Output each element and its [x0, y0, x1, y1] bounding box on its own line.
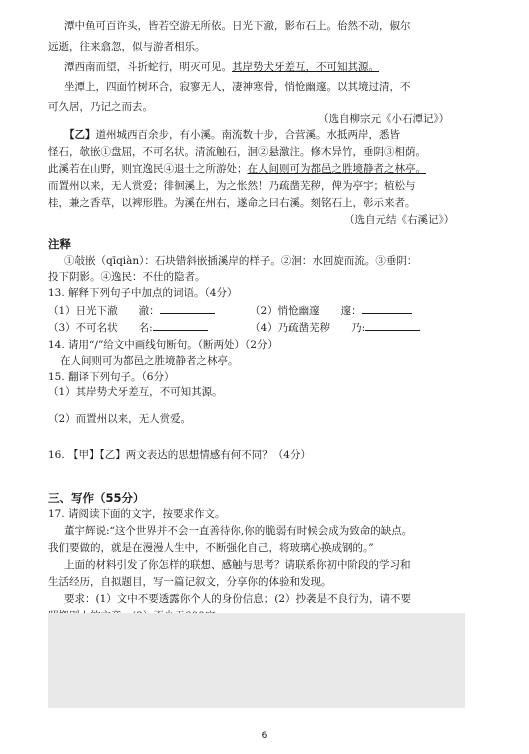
q13-item-1: [48, 303, 215, 318]
writing-prompt-line-1: 上面的材料引发了你怎样的联想、感触与思考？请联系你初中阶段的学习和: [64, 559, 411, 571]
passage-a-line-1: 潭中鱼可百许头，皆若空游无所依。日光下澈，影布石上。佁然不动，俶尔: [64, 20, 411, 32]
q14-sentence: 在人间则可为都邑之胜境静者之林亭。: [60, 355, 239, 367]
passage-b-line-5: 桂，兼之香草，以裨形胜。为溪在州右，遂命之曰右溪。刻铭石上，彰示来者。: [48, 197, 416, 209]
q17-prompt: 17. 请阅读下面的文字，按要求作文。: [48, 508, 226, 520]
passage-b-text: 此溪若在山野，则宜逸民④退士之所游处；: [48, 163, 248, 175]
answer-blank[interactable]: [160, 303, 215, 314]
passage-b-text: 道州城西百余步，有小溪。南流数十步，合营溪。水抵两岸，悉皆: [95, 129, 400, 141]
underlined-sentence-a: 其岸势犬牙差互，不可知其源。: [232, 61, 379, 73]
answer-blank[interactable]: [153, 320, 208, 331]
q13-item-label: （2）悄怆幽邃 邃：: [250, 305, 362, 317]
writing-section-title: 三、写作（55分）: [48, 491, 145, 505]
passage-b-source: （选自元结《右溪记》）: [344, 214, 455, 226]
answer-blank[interactable]: [362, 303, 412, 314]
passage-a-source: （选自柳宗元《小石潭记》）: [318, 113, 450, 125]
q15-prompt: 15. 翻译下列句子。（6分）: [48, 371, 175, 383]
q13-item-4: [250, 320, 420, 335]
passage-b-line-2: 怪石，欹嵌①盘屈，不可名状。清流触石，洄②悬激注。修木异竹，垂阴③相荫。: [48, 146, 426, 158]
writing-prompt-line-2: 生活经历，自拟题目，写一篇记叙文，分享你的体验和发现。: [48, 576, 332, 588]
passage-b-line-4: 而置州以来，无人赏爱；徘徊溪上，为之怅然！乃疏凿芜秽，俾为亭宇；植松与: [48, 180, 416, 192]
passage-a-line-3: [64, 60, 379, 74]
writing-quote-line-2: 我们要做的，就是在漫漫人生中，不断强化自己，将玻璃心换成钢的。”: [48, 542, 374, 554]
answer-blank[interactable]: [365, 320, 420, 331]
passage-b-line-3: [48, 162, 426, 176]
underlined-sentence-b: 在人间则可为都邑之胜境静者之林亭。: [247, 163, 426, 175]
essay-answer-area[interactable]: [48, 613, 465, 708]
page-number: 6: [261, 731, 268, 741]
passage-b-tag: 【乙】: [64, 129, 96, 141]
q13-item-label: （1）日光下澈 澈：: [48, 305, 160, 317]
passage-a-line-2: 远逝，往来翕忽，似与游者相乐。: [48, 41, 206, 53]
q14-prompt: 14. 请用“/”给文中画线句断句。（断两处）（2分）: [48, 339, 278, 351]
passage-b-line-1: [64, 128, 400, 142]
q13-prompt: 13. 解释下列句子中加点的词语。（4分）: [48, 287, 238, 299]
q15-sentence-2: （2）而置州以来，无人赏爱。: [48, 413, 192, 425]
writing-quote-line-1: 董宇辉说:“这个世界并不会一直善待你,你的脆弱有时候会成为致命的缺点。: [64, 525, 413, 537]
passage-a-text: 潭西南而望，斗折蛇行，明灭可见。: [64, 61, 232, 73]
passage-a-line-5: 可久居，乃记之而去。: [48, 101, 153, 113]
notes-title: 注释: [48, 237, 71, 251]
notes-line-2: 投下阴影。④逸民：不仕的隐者。: [48, 271, 206, 283]
q13-item-2: [250, 303, 412, 318]
q13-item-label: （3）不可名状 名:: [48, 322, 153, 334]
writing-requirements-line-1: 要求：(1）文中不要透露你个人的身份信息；(2）抄袭是不良行为，请不要: [64, 593, 412, 605]
q16-prompt: 16. 【甲】【乙】两文表达的思想情感有何不同？（4分）: [48, 449, 311, 461]
q13-item-3: [48, 320, 208, 335]
q13-item-label: （4）乃疏凿芜秽 乃:: [250, 322, 366, 334]
q15-sentence-1: （1）其岸势犬牙差互，不可知其源。: [48, 386, 223, 398]
notes-line-1: ①敧嵌（qīqiàn）：石块错斜嵌插溪岸的样子。②洄：水回旋而流。③垂阴：: [64, 255, 418, 267]
passage-a-line-4: 坐潭上，四面竹树环合，寂寥无人，凄神寒骨，悄怆幽邃。以其境过清，不: [64, 81, 411, 93]
